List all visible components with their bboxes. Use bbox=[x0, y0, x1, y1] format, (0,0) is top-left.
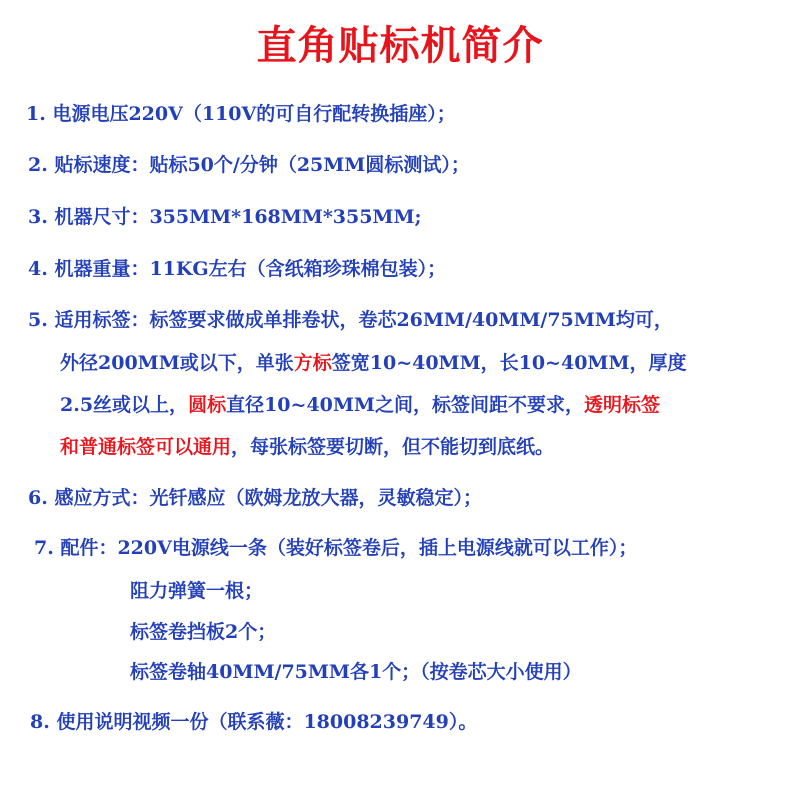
spec-text: ，每张标签要切断，但不能切到底纸。 bbox=[231, 436, 555, 458]
spec-item-3: 3. 机器尺寸：355MM*168MM*355MM; bbox=[28, 206, 422, 228]
spec-item-8: 8. 使用说明视频一份（联系薇：18008239749）。 bbox=[30, 711, 478, 733]
spec-item-5-line-1: 5. 适用标签：标签要求做成单排卷状，卷芯26MM/40MM/75MM均可， bbox=[28, 309, 673, 331]
spec-text: 2.5丝或以上， bbox=[60, 394, 189, 416]
highlight-common-label: 和普通标签可以通用 bbox=[60, 436, 232, 458]
spec-item-6: 6. 感应方式：光钎感应（欧姆龙放大器，灵敏稳定）； bbox=[28, 487, 482, 509]
spec-item-7-line-1: 7. 配件：220V电源线一条（装好标签卷后，插上电源线就可以工作）； bbox=[34, 537, 638, 559]
spec-item-2: 2. 贴标速度：贴标50个/分钟（25MM圆标测试）； bbox=[28, 154, 470, 176]
spec-text: 签宽10~40MM，长10~40MM，厚度 bbox=[331, 352, 687, 374]
page-title: 直角贴标机简介 bbox=[256, 23, 544, 69]
highlight-square-label: 方标 bbox=[293, 352, 332, 374]
spec-item-7-accessory-2: 标签卷挡板2个； bbox=[130, 621, 277, 643]
spec-item-7-accessory-1: 阻力弹簧一根； bbox=[130, 580, 264, 602]
spec-item-5-line-2 bbox=[60, 350, 686, 376]
spec-item-7-accessory-3: 标签卷轴40MM/75MM各1个；（按卷芯大小使用） bbox=[130, 661, 582, 683]
spec-text: 外径200MM或以下，单张 bbox=[60, 352, 294, 374]
spec-item-5-line-4 bbox=[60, 434, 554, 460]
spec-item-1: 1. 电源电压220V（110V的可自行配转换插座）； bbox=[26, 103, 456, 125]
spec-item-5-line-3 bbox=[60, 392, 660, 418]
spec-text: 直径10~40MM之间，标签间距不要求， bbox=[226, 394, 584, 416]
spec-item-4: 4. 机器重量：11KG左右（含纸箱珍珠棉包装）； bbox=[28, 258, 447, 280]
highlight-transparent-label: 透明标签 bbox=[583, 394, 660, 416]
highlight-round-label: 圆标 bbox=[188, 394, 227, 416]
